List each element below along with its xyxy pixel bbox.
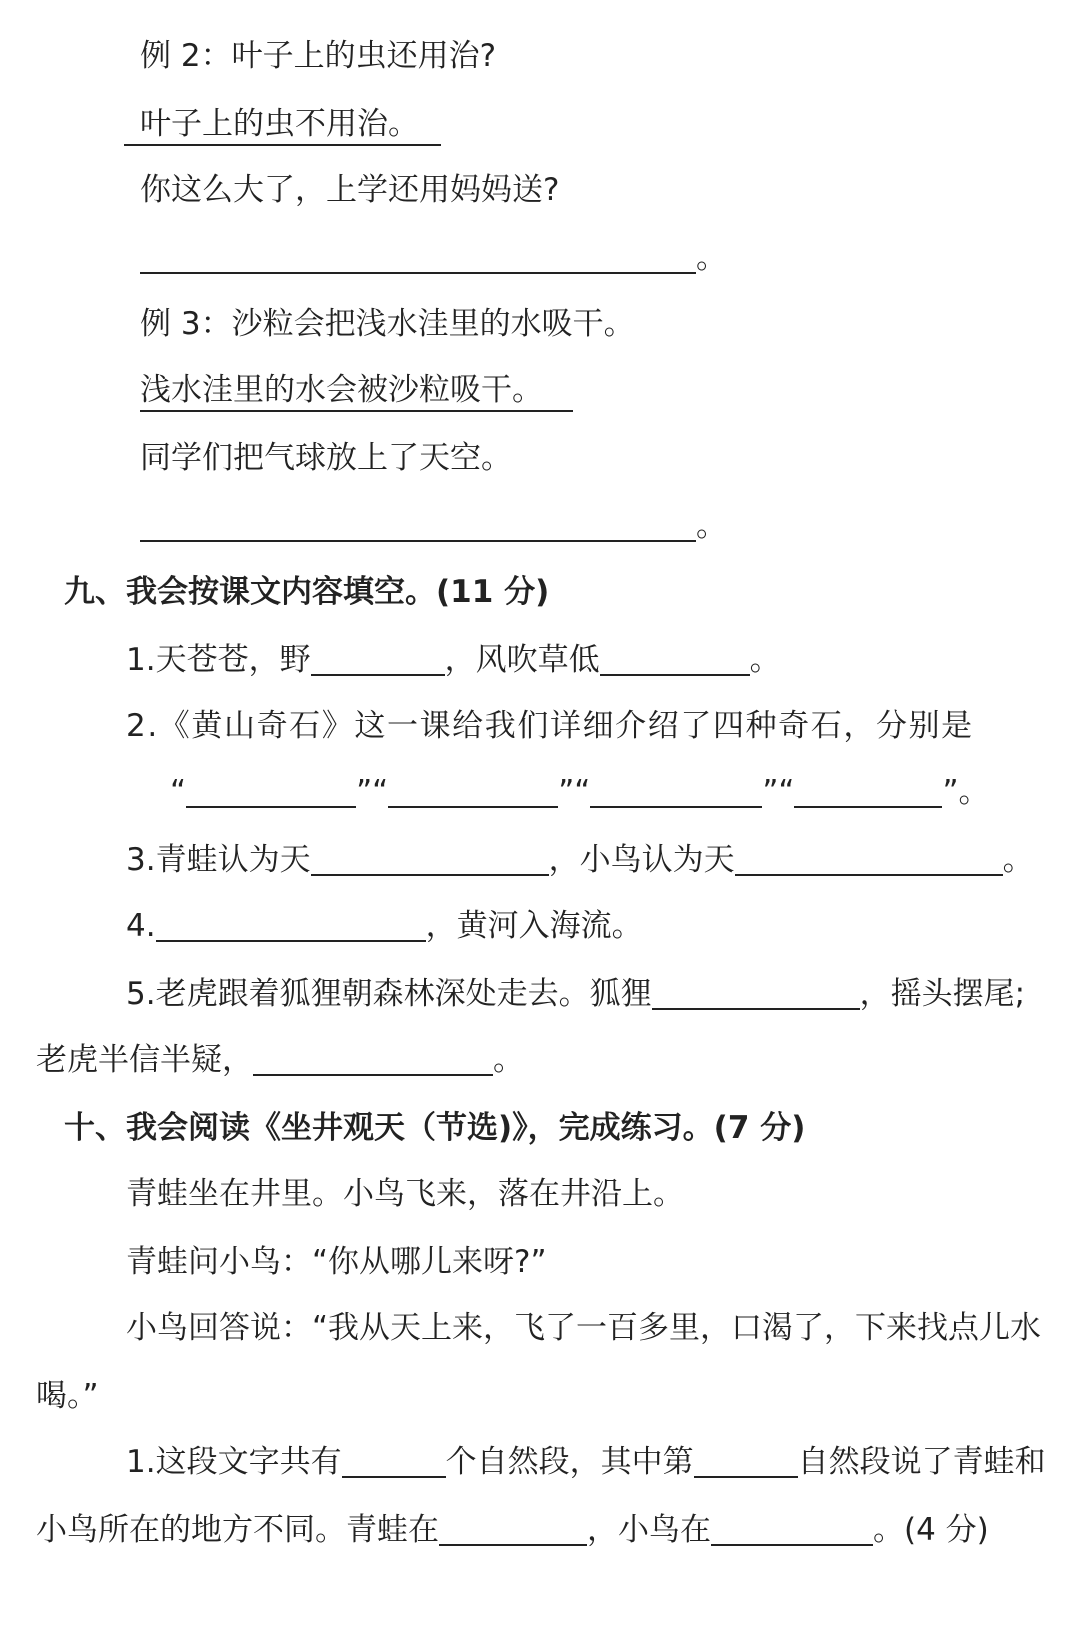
answer-blank[interactable] [156, 910, 426, 942]
section-9-q3: 3.青蛙认为天 ，小鸟认为天 。 [126, 842, 1034, 878]
answer-blank[interactable] [600, 644, 750, 676]
answer-blank[interactable] [652, 978, 860, 1010]
answer-blank[interactable] [140, 510, 696, 542]
example-2-question: 你这么大了，上学还用妈妈送? [140, 172, 560, 208]
answer-blank[interactable] [186, 776, 356, 808]
reading-paragraph-2: 青蛙问小鸟：“你从哪儿来呀?” [126, 1244, 547, 1280]
answer-blank[interactable] [735, 844, 1003, 876]
section-9-q5-line2: 老虎半信半疑， 。 [36, 1042, 524, 1078]
answer-blank[interactable] [342, 1446, 446, 1478]
section-10-q1-line1: 1.这段文字共有 个自然段，其中第 自然段说了青蛙和 [126, 1444, 1046, 1480]
answer-blank[interactable] [253, 1044, 493, 1076]
answer-blank[interactable] [311, 644, 445, 676]
example-3-question: 同学们把气球放上了天空。 [140, 440, 512, 476]
reading-paragraph-1: 青蛙坐在井里。小鸟飞来，落在井沿上。 [126, 1176, 684, 1212]
section-9-q4: 4. ，黄河入海流。 [126, 908, 643, 944]
reading-paragraph-3-line2: 喝。” [36, 1378, 99, 1414]
answer-blank[interactable] [694, 1446, 798, 1478]
example-2-prompt: 例 2：叶子上的虫还用治? [140, 38, 497, 74]
answer-blank[interactable] [439, 1514, 587, 1546]
answer-blank[interactable] [711, 1514, 873, 1546]
example-3-answer: 浅水洼里的水会被沙粒吸干。 [140, 370, 573, 410]
section-9-title: 九、我会按课文内容填空。(11 分) [64, 574, 550, 610]
section-10-q1-line2: 小鸟所在的地方不同。青蛙在 ，小鸟在 。(4 分) [36, 1512, 989, 1548]
example-2-answer-line: 。 [140, 238, 727, 278]
example-2-answer: 叶子上的虫不用治。 [124, 104, 441, 144]
reading-paragraph-3-line1: 小鸟回答说：“我从天上来，飞了一百多里，口渴了，下来找点儿水 [126, 1310, 1042, 1346]
section-9-q1: 1.天苍苍，野 ，风吹草低 。 [126, 642, 781, 678]
section-10-title: 十、我会阅读《坐井观天（节选)》，完成练习。(7 分) [64, 1110, 806, 1146]
section-9-q2-line1: 2.《黄山奇石》这一课给我们详细介绍了四种奇石，分别是 [126, 708, 974, 744]
answer-blank[interactable] [140, 242, 696, 274]
section-9-q5-line1: 5.老虎跟着狐狸朝森林深处走去。狐狸 ，摇头摆尾; [126, 976, 1026, 1012]
answer-blank[interactable] [590, 776, 762, 808]
answer-blank[interactable] [388, 776, 558, 808]
example-3-prompt: 例 3：沙粒会把浅水洼里的水吸干。 [140, 306, 635, 342]
section-9-q2-stones: “ ”“ ”“ ”“ ”。 [170, 774, 990, 810]
answer-blank[interactable] [794, 776, 942, 808]
answer-blank[interactable] [311, 844, 549, 876]
example-3-answer-line: 。 [140, 506, 727, 546]
